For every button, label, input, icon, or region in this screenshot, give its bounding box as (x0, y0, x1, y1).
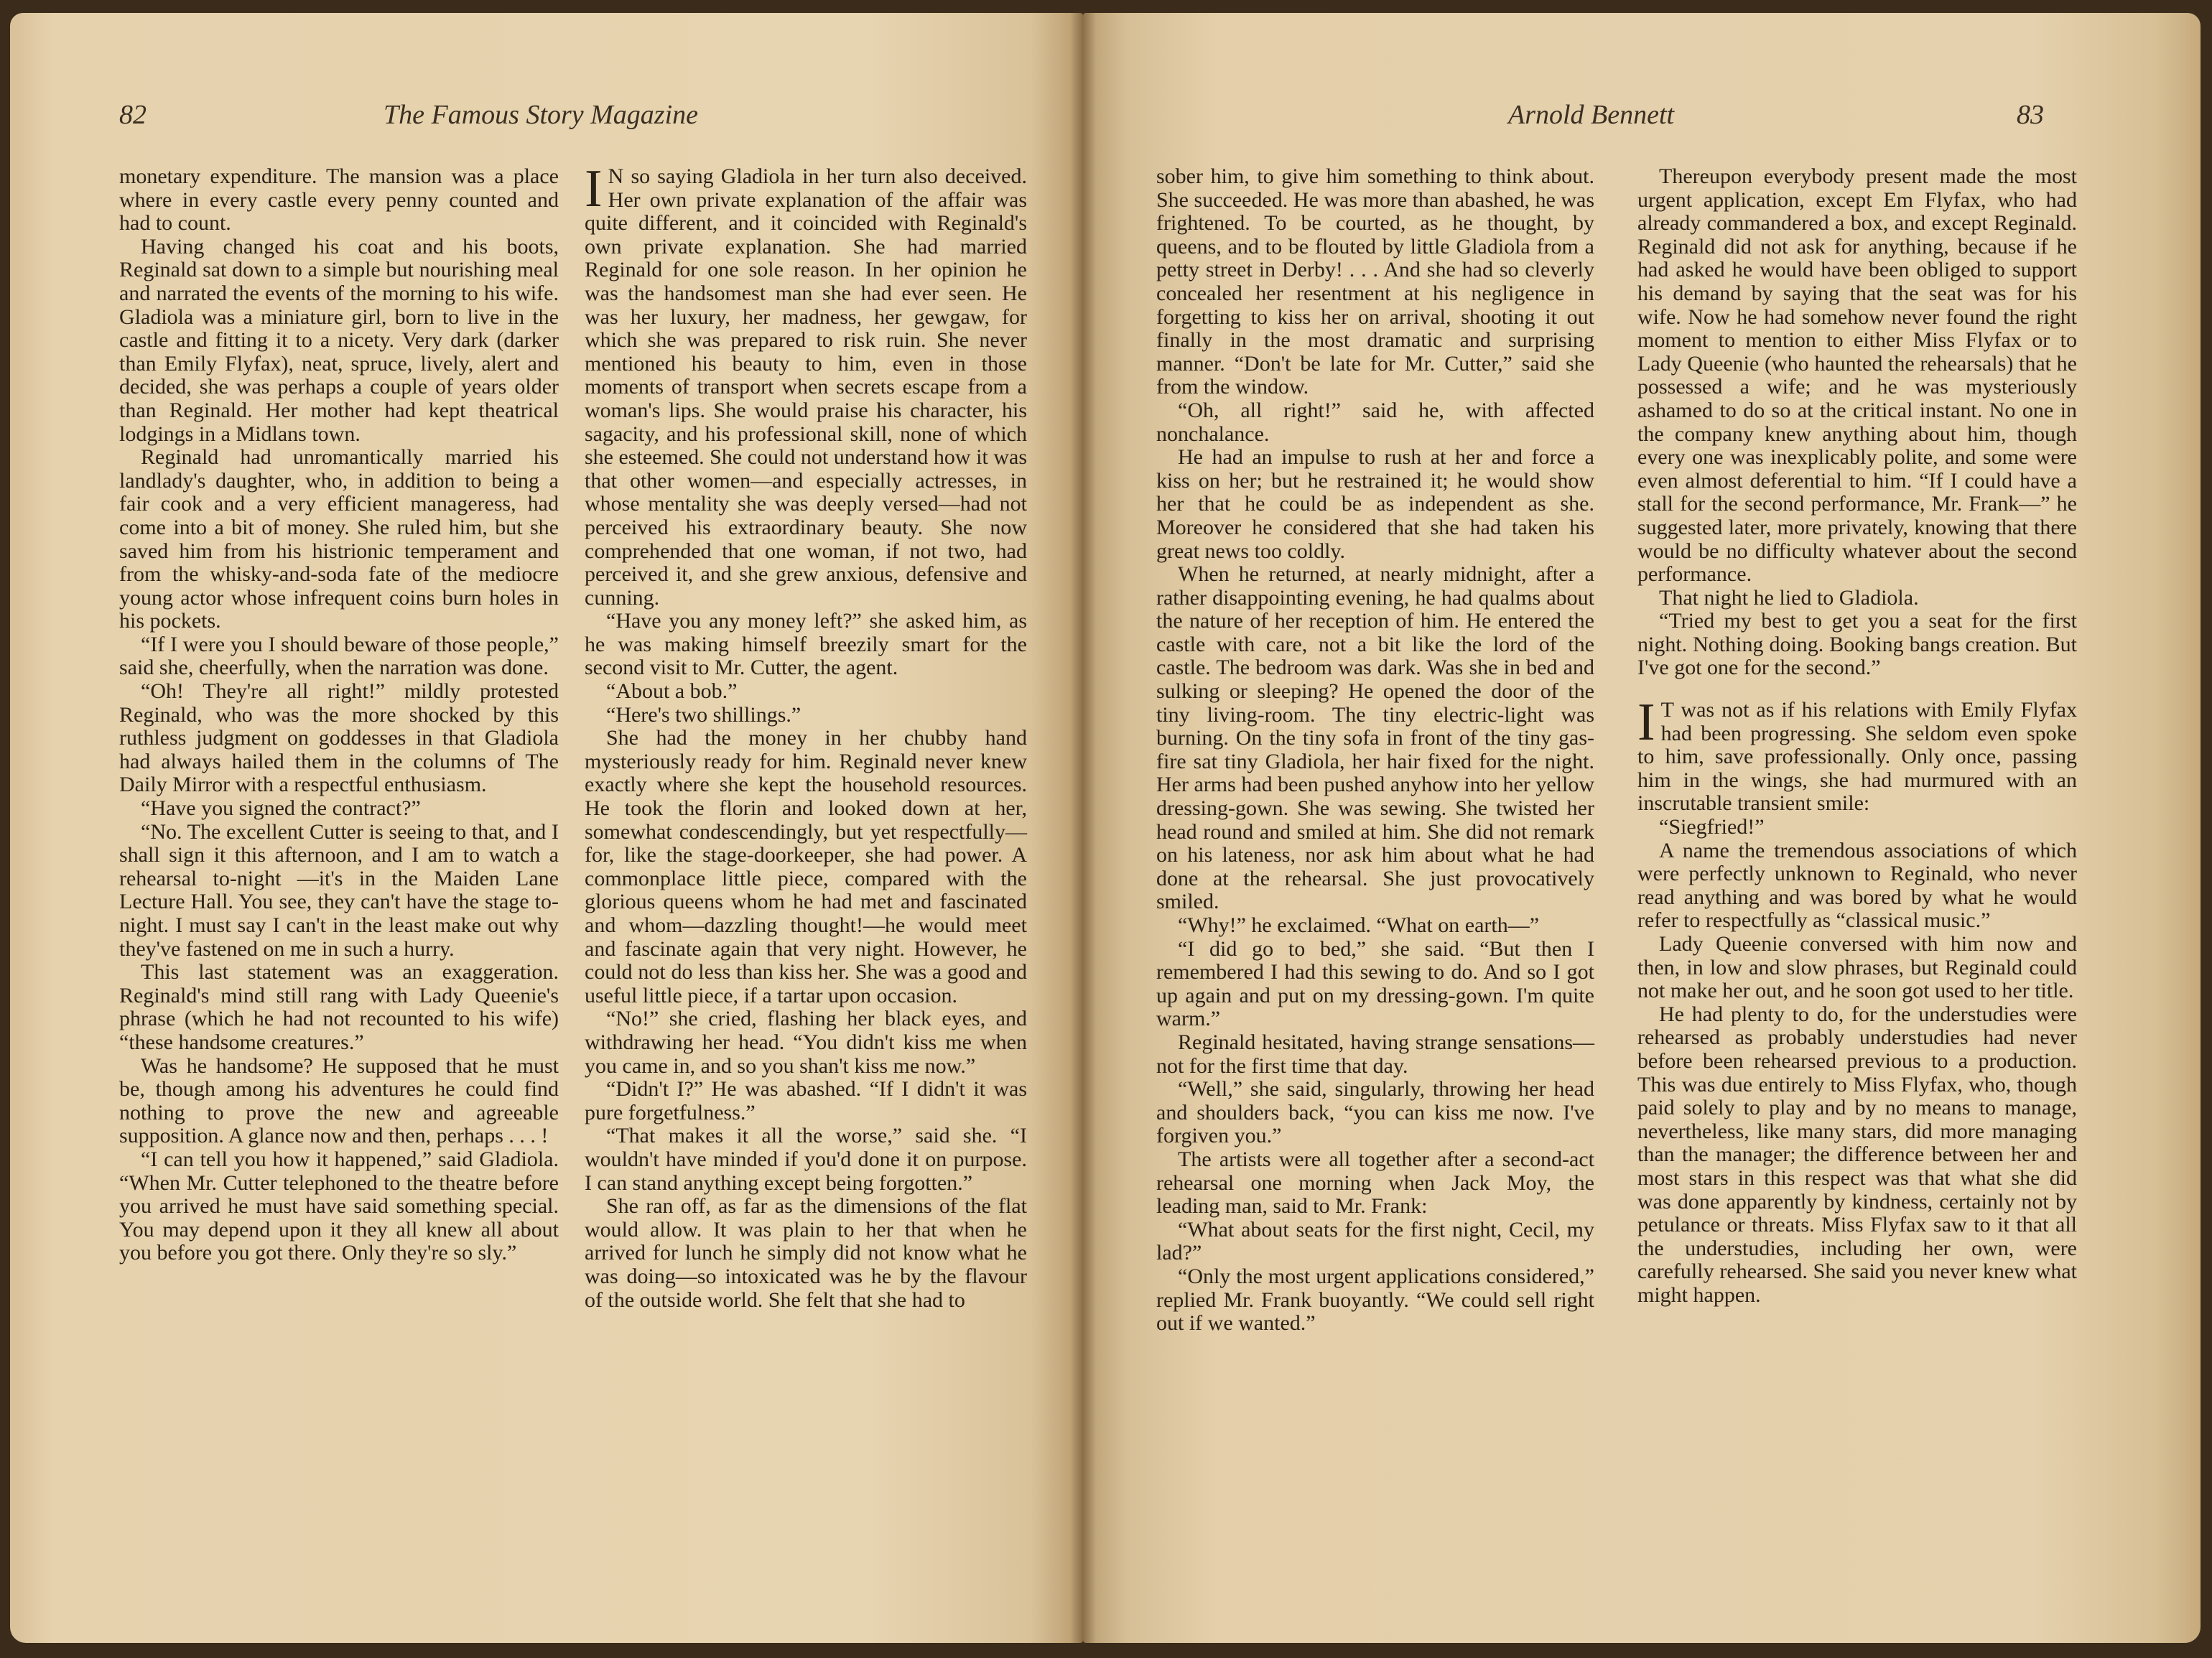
paragraph: “I did go to bed,” she said. “But then I remembered I had this sewing to do. And so I got up again and put on my dressing-gown. I'm quite warm.” (1156, 936, 1594, 1031)
paragraph: Lady Queenie conversed with him now and then, in low and slow phrases, but Reginald could not make her out, and he soon got used to her title. (1637, 932, 2077, 1003)
paragraph: “I can tell you how it happened,” said Gladiola. “When Mr. Cutter telephoned to the theatre before you arrived he must have said something special. You may depend upon it they all knew all about you before you got there. Only they're so sly.” (119, 1147, 559, 1265)
paragraph: Thereupon everybody present made the most urgent application, except Em Flyfax, who had already commandered a box, and except Reginald. Reginald did not ask for anything, because if he had asked he would have been obliged to support his demand by saying that the seat was for his wife. Now he had somehow never found the right moment to mention to either Miss Flyfax or to Lady Queenie (who haunted the rehearsals) that he possessed a wife; and he was mysteriously ashamed to do so at the critical instant. No one in the company knew anything about him, though every one was inexplicably polite, and some were even almost deferential to him. “If I could have a stall for the second performance, Mr. Frank—” he suggested later, more privately, knowing that there would be no difficulty whatever about the second performance. (1637, 164, 2077, 587)
paragraph: The artists were all together after a second-act rehearsal one morning when Jack Moy, the leading man, said to Mr. Frank: (1156, 1147, 1594, 1219)
paragraph: “Oh! They're all right!” mildly protested Reginald, who was the more shocked by this ruthless judgment on goddesses in that Gladiola had always hailed them in the columns of The Daily Mirror with a respectful enthusiasm. (119, 679, 559, 797)
right-column-2 (1637, 165, 2077, 1308)
right-page (1083, 13, 2201, 1643)
drop-cap: I (585, 159, 603, 218)
paragraph: Reginald hesitated, having strange sensations—not for the first time that day. (1156, 1030, 1594, 1078)
paragraph: “No!” she cried, flashing her black eyes, and withdrawing her head. “You didn't kiss me when you came in, and so you shan't kiss me now.” (585, 1007, 1027, 1078)
paragraph: “About a bob.” (606, 679, 738, 704)
running-title-left: The Famous Story Magazine (384, 100, 699, 130)
left-page (10, 13, 1083, 1643)
paragraph: She ran off, as far as the dimensions of the flat would allow. It was plain to her that when he arrived for lunch he simply did not know what he was doing—so intoxicated was he by the flavour of the outside world. She felt that she had to (585, 1194, 1027, 1312)
paragraph: He had plenty to do, for the understudies were rehearsed as probably understudies had never before been rehearsed previous to a production. This was due entirely to Miss Flyfax, who, though paid solely to play and by no means to manage, nevertheless, like many stars, did more managing than the manager; the difference between her and most stars in this respect was that what she did was done apparently by kindness, certainly not by petulance or threats. Miss Flyfax saw to it that all the understudies, including her own, were carefully rehearsed. She said you never knew what might happen. (1637, 1002, 2077, 1307)
paragraph: “That makes it all the worse,” said she. “I wouldn't have minded if you'd done it on purpose. I can stand anything except being forgotten.” (585, 1124, 1027, 1195)
paragraph: “Here's two shillings.” (606, 702, 801, 727)
paragraph: monetary expenditure. The mansion was a place where in every castle every penny counted and had to count. (119, 164, 559, 236)
paragraph: sober him, to give him something to think about. She succeeded. He was more than abashed, he was frightened. To be courted, as he thought, by queens, and to be flouted by little Gladiola from a petty street in Derby! . . . And she had so cleverly concealed her resentment at his negligence in forgetting to kiss her on arrival, shooting it out finally in the most dramatic and surprising manner. “Don't be late for Mr. Cutter,” said she from the window. (1156, 164, 1594, 399)
paragraph: “Have you signed the contract?” (141, 796, 421, 821)
paragraph: “Tried my best to get you a seat for the first night. Nothing doing. Booking bangs creation. But I've got one for the second.” (1637, 609, 2077, 680)
paragraph: “Have you any money left?” she asked him, as he was making himself breezily smart for the second visit to Mr. Cutter, the agent. (585, 609, 1027, 680)
paragraph-dropcap (1637, 693, 2077, 816)
paragraph: This last statement was an exaggeration. Reginald's mind still rang with Lady Queenie's phrase (which he had not recounted to his wife) “these handsome creatures.” (119, 960, 559, 1054)
right-column-1 (1156, 165, 1594, 1336)
paragraph: A name the tremendous associations of which were perfectly unknown to Reginald, who never read anything and was bored by what he would refer to respectfully as “classical music.” (1637, 838, 2077, 933)
paragraph: “If I were you I should beware of those people,” said she, cheerfully, when the narration was done. (119, 632, 559, 680)
paragraph: “Well,” she said, singularly, throwing her head and shoulders back, “you can kiss me now. I've forgiven you.” (1156, 1077, 1594, 1148)
paragraph-dropcap (585, 159, 1027, 610)
left-column-2 (585, 159, 1027, 1312)
paragraph-text: T was not as if his relations with Emily Flyfax had been progressing. She seldom even spoke to him, save professionally. Only once, passing him in the wings, she had murmured with an inscrutable transient smile: (1637, 698, 2077, 816)
paragraph: He had an impulse to rush at her and force a kiss on her; but he restrained it; he would show her that he could be as independent as she. Moreover he considered that she had taken his great news too coldly. (1156, 445, 1594, 563)
paragraph: “Oh, all right!” said he, with affected nonchalance. (1156, 398, 1594, 446)
paragraph: Having changed his coat and his boots, Reginald sat down to a simple but nourishing meal and narrated the events of the morning to his wife. Gladiola was a miniature girl, born to live in the castle and fitting it to a nicety. Very dark (darker than Emily Flyfax), neat, spruce, lively, alert and decided, she was perhaps a couple of years older than Reginald. Her mother had kept theatrical lodgings in a Midlans town. (119, 234, 559, 446)
page-number-right: 83 (2017, 100, 2044, 130)
paragraph: Reginald had unromantically married his landlady's daughter, who, in addition to being a fair cook and a very efficient manageress, had come into a bit of money. She ruled him, but she saved him from his histrionic temperament and from the whisky-and-soda fate of the mediocre young actor whose infrequent coins burn holes in his pockets. (119, 445, 559, 633)
paragraph: When he returned, at nearly midnight, after a rather disappointing evening, he had qualms about the nature of her reception of him. He entered the castle with care, not a bit like the lord of the castle. The bedroom was dark. Was she in bed and sulking or sleeping? He opened the door of the tiny living-room. The tiny electric-light was burning. On the tiny sofa in front of the tiny gas-fire sat tiny Gladiola, her hair fixed for the night. Her arms had been pushed anyhow into her yellow dressing-gown. She was sewing. She twisted her head round and smiled at him. She did not remark on his lateness, nor ask him about what he had done at the rehearsal. She just provocatively smiled. (1156, 562, 1594, 914)
paragraph: Was he handsome? He supposed that he must be, though among his adventures he could find nothing to prove the new and agreeable supposition. A glance now and then, perhaps . . . ! (119, 1053, 559, 1148)
page-number-left: 82 (119, 100, 147, 130)
paragraph: “Didn't I?” He was abashed. “If I didn't it was pure forgetfulness.” (585, 1077, 1027, 1124)
running-title-right: Arnold Bennett (1508, 100, 1675, 130)
paragraph: She had the money in her chubby hand mysteriously ready for him. Reginald never knew exactly where she kept the household resources. He took the florin and looked down at her, somewhat condescendingly, but yet respectfully—for, like the stage-doorkeeper, she had power. A commonplace little piece, compared with the glorious queens whom he had met and fascinated and whom—dazzling thought!—he would meet and fascinate again that very night. However, he could not do less than kiss her. She was a good and useful little piece, if a tartar upon occasion. (585, 726, 1027, 1007)
left-column-1 (119, 165, 559, 1265)
paragraph-text: N so saying Gladiola in her turn also deceived. Her own private explanation of the affair was quite different, and it coincided with Reginald's own private explanation. She had married Reginald for one sole reason. In her opinion he was the handsomest man she had ever seen. He was her luxury, her madness, her gewgaw, for which she was prepared to risk ruin. She never mentioned his beauty to him, even in those moments of transport when secrets escape from a woman's lips. She would praise his character, his sagacity, and his professional skill, none of which she esteemed. She could not understand how it was that other women—and especially actresses, in whose mentality she was deeply versed—had not perceived his extraordinary beauty. She now comprehended that one woman, if not two, had perceived it, and she grew anxious, defensive and cunning. (585, 164, 1027, 610)
paragraph: “Only the most urgent applications considered,” replied Mr. Frank buoyantly. “We could sell right out if we wanted.” (1156, 1264, 1594, 1336)
paragraph: “Siegfried!” (1659, 815, 1765, 839)
book-gutter (1070, 13, 1096, 1643)
paragraph: “Why!” he exclaimed. “What on earth—” (1178, 913, 1540, 937)
paragraph: “No. The excellent Cutter is seeing to that, and I shall sign it this afternoon, and I am to watch a rehearsal to-night —it's in the Maiden Lane Lecture Hall. You see, they can't have the stage to-night. I must say I can't in the least make out why they've fastened on me in such a hurry. (119, 819, 559, 961)
drop-cap: I (1637, 693, 1655, 753)
paragraph: That night he lied to Gladiola. (1659, 585, 1919, 610)
paragraph: “What about seats for the first night, Cecil, my lad?” (1156, 1217, 1594, 1265)
